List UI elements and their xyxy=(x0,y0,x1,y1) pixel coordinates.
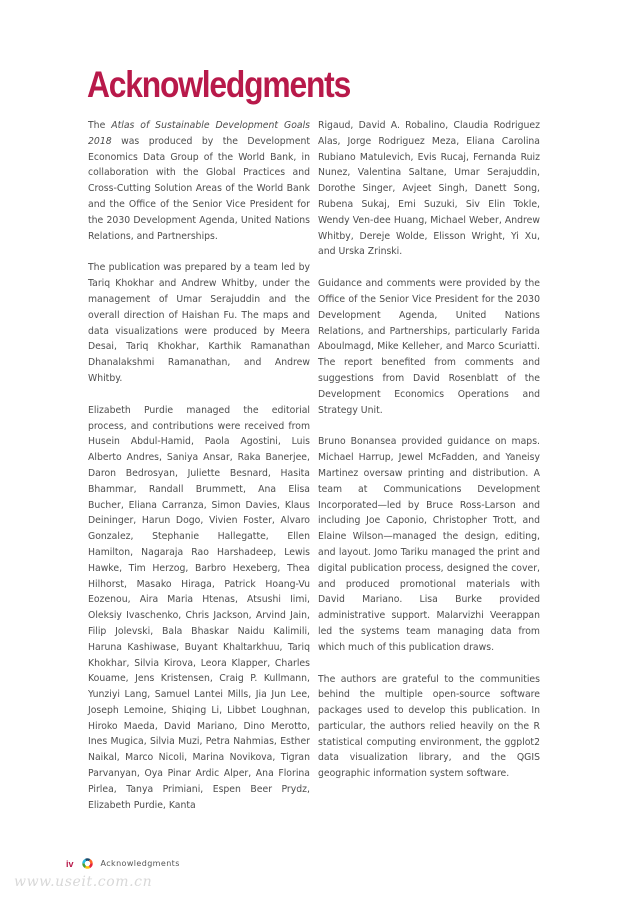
watermark: www.useit.com.cn xyxy=(14,874,153,890)
sdg-wheel-icon xyxy=(82,854,93,873)
right-column xyxy=(318,118,540,798)
paragraph-guidance: Guidance and comments were provided by the Office of the Senior Vice President for the 2030 Development Agenda, United Nations Relations, and Partnerships, particularly Farida Aboulmagd, Mike Kelleher, and Marco Scuriatti. The report benefited from comments and suggestions from David Rosenblatt of the Development Economics Operations and Strategy Unit. xyxy=(318,278,540,416)
text: was produced by the Development Economics Data Group of the World Bank, in collaboration with the Global Practices and Cross-Cutting Solution Areas of the World Bank and the Office of the Senior Vice President for the 2030 Development Agenda, United Nations Relations, and Partnerships. xyxy=(88,135,310,242)
footer-section-label: Acknowledgments xyxy=(100,859,180,868)
page-footer xyxy=(66,854,180,873)
paragraph-production xyxy=(88,118,310,244)
paragraph-contributors: Elizabeth Purdie managed the editorial process, and contributions were received from Husein Abdul-Hamid, Paola Agostini, Luis Alberto Andres, Saniya Ansar, Raka Banerjee, Daron Bedrosyan, Juliette Besnard, Hasita Bhammar, Randall Brummett, Ana Elisa Bucher, Eliana Carranza, Simon Davies, Klaus Deininger, Harun Dogo, Vivien Foster, Alvaro Gonzalez, Stephanie Hallegatte, Ellen Hamilton, Nagaraja Rao Harshadeep, Lewis Hawke, Tim Herzog, Barbro Hexeberg, Thea Hilhorst, Masako Hiraga, Patrick Hoang-Vu Eozenou, Aira Maria Htenas, Atsushi Iimi, Oleksiy Ivaschenko, Chris Jackson, Arvind Jain, Filip Jolevski, Bala Bhaskar Naidu Kalimili, Haruna Kashiwase, Buyant Khaltarkhuu, Tariq Khokhar, Silvia Kirova, Leora Klapper, Charles Kouame, Jens Kristensen, Craig P. Kullmann, Yunziyi Lang, Samuel Lantei Mills, Jia Jun Lee, Joseph Lemoine, Shiqing Li, Libbet Loughnan, Hiroko Maeda, David Mariano, Dino Merotto, Ines Mugica, Silvia Muzi, Petra Nahmias, Esther Naikal, Marco Nicoli, Marina Novikova, Tigran Parvanyan, Oya Pinar Ardic Alper, Ana Florina Pirlea, Tanya Primiani, Espen Beer Prydz, Elizabeth Purdie, Kanta xyxy=(88,404,310,811)
paragraph-open-source: The authors are grateful to the communities behind the multiple open-source software packages used to develop this publication. In particular, the authors relied heavily on the R statistical computing environment, the ggplot2 data visualization library, and the QGIS geographic information system software. xyxy=(318,673,540,780)
page-number: iv xyxy=(66,858,74,869)
left-column xyxy=(88,118,310,829)
text: The xyxy=(88,120,112,131)
publication-title: Atlas of Sustainable Development Goals 2018 xyxy=(88,120,311,147)
paragraph-production-team: Bruno Bonansea provided guidance on maps. Michael Harrup, Jewel McFadden, and Yaneisy Martinez oversaw printing and distribution. A team at Communications Development Incorporated—led by Bruce Ross-Larson and including Joe Caponio, Christopher Trott, and Elaine Wilson—managed the design, editing, and layout. Jomo Tariku managed the print and digital publication process, designed the cover, and produced promotional materials with David Mariano. Lisa Burke provided administrative support. Malarvizhi Veerappan led the systems team managing data from which much of this publication draws. xyxy=(318,436,540,653)
page-title: Acknowledgments xyxy=(87,64,351,105)
paragraph-contributors-cont: Rigaud, David A. Robalino, Claudia Rodriguez Alas, Jorge Rodriguez Meza, Eliana Carolina Rubiano Matulevich, Evis Rucaj, Fernanda Ruiz Nunez, Valentina Saltane, Umar Serajuddin, Dorothe Singer, Avjeet Singh, Danett Song, Rubena Sukaj, Emi Suzuki, Siv Elin Tokle, Wendy Ven-dee Huang, Michael Weber, Andrew Whitby, Dereje Wolde, Elisson Wright, Yi Xu, and Urska Zrinski. xyxy=(318,120,540,258)
paragraph-team: The publication was prepared by a team led by Tariq Khokhar and Andrew Whitby, under the management of Umar Serajuddin and the overall direction of Haishan Fu. The maps and data visualizations were produced by Meera Desai, Tariq Khokhar, Karthik Ramanathan Dhanalakshmi Ramanathan, and Andrew Whitby. xyxy=(88,262,310,384)
